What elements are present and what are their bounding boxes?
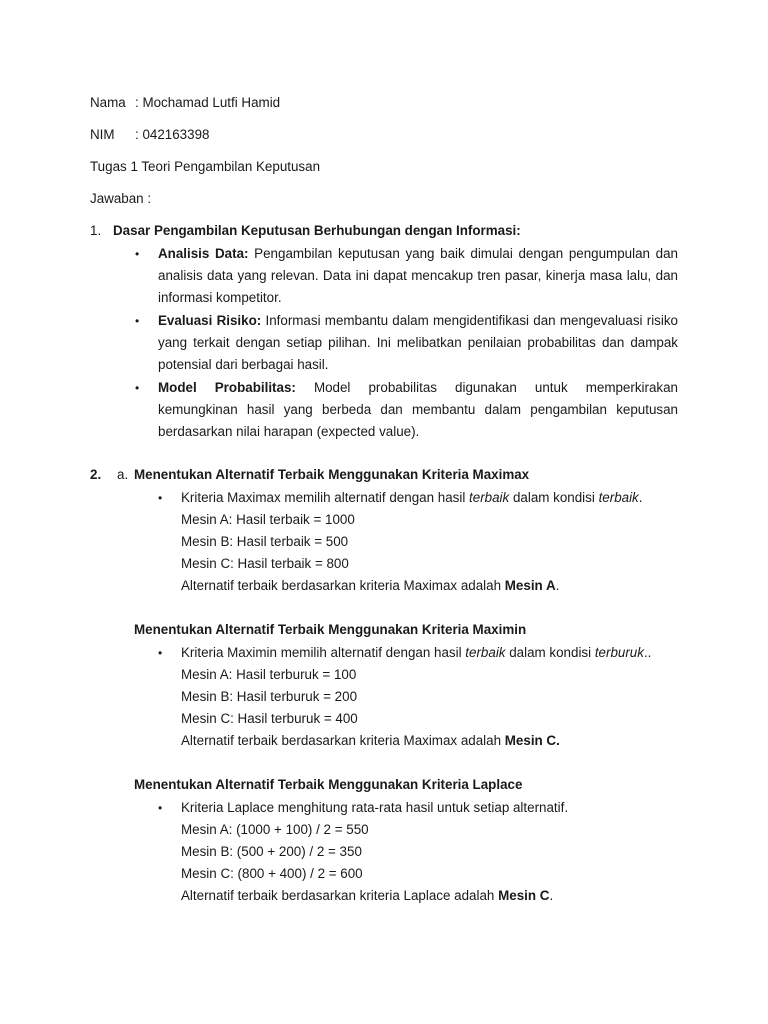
q1-item-1-line-1 bbox=[158, 243, 678, 265]
answer-label: Jawaban : bbox=[90, 191, 152, 206]
maximax-intro-c: dalam kondisi bbox=[509, 490, 599, 505]
maximin-intro bbox=[181, 642, 651, 664]
maximin-row-a: Mesin A: Hasil terburuk = 100 bbox=[181, 667, 357, 682]
bullet-icon: • bbox=[135, 247, 140, 261]
q1-item-2-text-1: Informasi membantu dalam mengidentifikasi dan mengevaluasi risiko bbox=[265, 313, 678, 328]
laplace-conclusion-text: Alternatif terbaik berdasarkan kriteria Laplace adalah bbox=[181, 888, 499, 903]
bullet-icon: • bbox=[135, 314, 140, 328]
q2-sub-letter: a. bbox=[117, 467, 129, 482]
q1-item-3-line-2: kemungkinan hasil yang berbeda dan membantu dalam pengambilan keputusan bbox=[158, 402, 678, 417]
name-label: Nama bbox=[90, 95, 126, 110]
q1-item-2-line-3: potensial dari berbagai hasil. bbox=[158, 357, 329, 372]
q1-item-1-text-1: Pengambilan keputusan yang baik dimulai dengan pengumpulan dan bbox=[254, 246, 678, 261]
nim-row bbox=[90, 124, 210, 146]
laplace-row-b: Mesin B: (500 + 200) / 2 = 350 bbox=[181, 844, 362, 859]
maximin-intro-c: dalam kondisi bbox=[505, 645, 595, 660]
maximax-intro-d: terbaik bbox=[598, 490, 639, 505]
maximax-intro-b: terbaik bbox=[469, 490, 510, 505]
nim-label: NIM bbox=[90, 127, 115, 142]
maximax-answer: Mesin A bbox=[504, 578, 556, 593]
bullet-icon: • bbox=[158, 491, 163, 505]
maximax-row-c: Mesin C: Hasil terbaik = 800 bbox=[181, 556, 349, 571]
q1-item-3-text-1: Model probabilitas digunakan untuk memperkirakan bbox=[313, 380, 678, 395]
maximax-heading: Menentukan Alternatif Terbaik Menggunakan Kriteria Maximax bbox=[134, 467, 530, 482]
maximax-end: . bbox=[555, 578, 560, 593]
q1-heading: Dasar Pengambilan Keputusan Berhubungan dengan Informasi: bbox=[113, 223, 521, 238]
q1-item-3-term: Model Probabilitas: bbox=[158, 380, 296, 395]
q2-number: 2. bbox=[90, 467, 102, 482]
bullet-icon: • bbox=[158, 646, 163, 660]
maximin-intro-b: terbaik bbox=[465, 645, 506, 660]
maximin-row-b: Mesin B: Hasil terburuk = 200 bbox=[181, 689, 358, 704]
q1-item-1-line-3: informasi kompetitor. bbox=[158, 290, 282, 305]
maximin-row-c: Mesin C: Hasil terburuk = 400 bbox=[181, 711, 358, 726]
maximax-intro-a: Kriteria Maximax memilih alternatif dengan hasil bbox=[181, 490, 470, 505]
q1-item-2-line-1 bbox=[158, 310, 678, 332]
q1-item-2-term: Evaluasi Risiko: bbox=[158, 313, 262, 328]
maximax-row-a: Mesin A: Hasil terbaik = 1000 bbox=[181, 512, 355, 527]
maximin-intro-a: Kriteria Maximin memilih alternatif dengan hasil bbox=[181, 645, 466, 660]
name-value: : Mochamad Lutfi Hamid bbox=[135, 95, 281, 110]
maximax-intro-e: . bbox=[638, 490, 643, 505]
laplace-intro: Kriteria Laplace menghitung rata-rata hasil untuk setiap alternatif. bbox=[181, 800, 569, 815]
maximax-conclusion bbox=[181, 575, 559, 597]
laplace-answer: Mesin C bbox=[498, 888, 550, 903]
laplace-heading: Menentukan Alternatif Terbaik Menggunakan Kriteria Laplace bbox=[134, 777, 523, 792]
laplace-row-a: Mesin A: (1000 + 100) / 2 = 550 bbox=[181, 822, 369, 837]
q1-item-1-line-2: analisis data yang relevan. Data ini dapat mencakup tren pasar, kinerja masa lalu, dan bbox=[158, 268, 678, 283]
q1-number: 1. bbox=[90, 223, 102, 238]
q1-item-1-term: Analisis Data: bbox=[158, 246, 249, 261]
maximin-intro-e: .. bbox=[643, 645, 652, 660]
maximin-conclusion-text: Alternatif terbaik berdasarkan kriteria Maximax adalah bbox=[181, 733, 505, 748]
maximax-intro bbox=[181, 487, 643, 509]
maximin-heading: Menentukan Alternatif Terbaik Menggunakan Kriteria Maximin bbox=[134, 622, 527, 637]
name-row bbox=[90, 92, 281, 114]
task-title: Tugas 1 Teori Pengambilan Keputusan bbox=[90, 159, 321, 174]
laplace-conclusion bbox=[181, 885, 553, 907]
laplace-end: . bbox=[549, 888, 554, 903]
q1-item-3-line-1 bbox=[158, 377, 678, 399]
maximin-answer: Mesin C. bbox=[504, 733, 560, 748]
maximax-row-b: Mesin B: Hasil terbaik = 500 bbox=[181, 534, 349, 549]
bullet-icon: • bbox=[135, 381, 140, 395]
bullet-icon: • bbox=[158, 801, 163, 815]
maximin-conclusion bbox=[181, 730, 560, 752]
nim-value: : 042163398 bbox=[135, 127, 210, 142]
maximax-conclusion-text: Alternatif terbaik berdasarkan kriteria Maximax adalah bbox=[181, 578, 505, 593]
q1-item-3-line-3: berdasarkan nilai harapan (expected value). bbox=[158, 424, 420, 439]
maximin-intro-d: terburuk bbox=[594, 645, 644, 660]
laplace-row-c: Mesin C: (800 + 400) / 2 = 600 bbox=[181, 866, 363, 881]
q1-item-2-line-2: yang terkait dengan setiap pilihan. Ini melibatkan penilaian probabilitas dan dampak bbox=[158, 335, 678, 350]
